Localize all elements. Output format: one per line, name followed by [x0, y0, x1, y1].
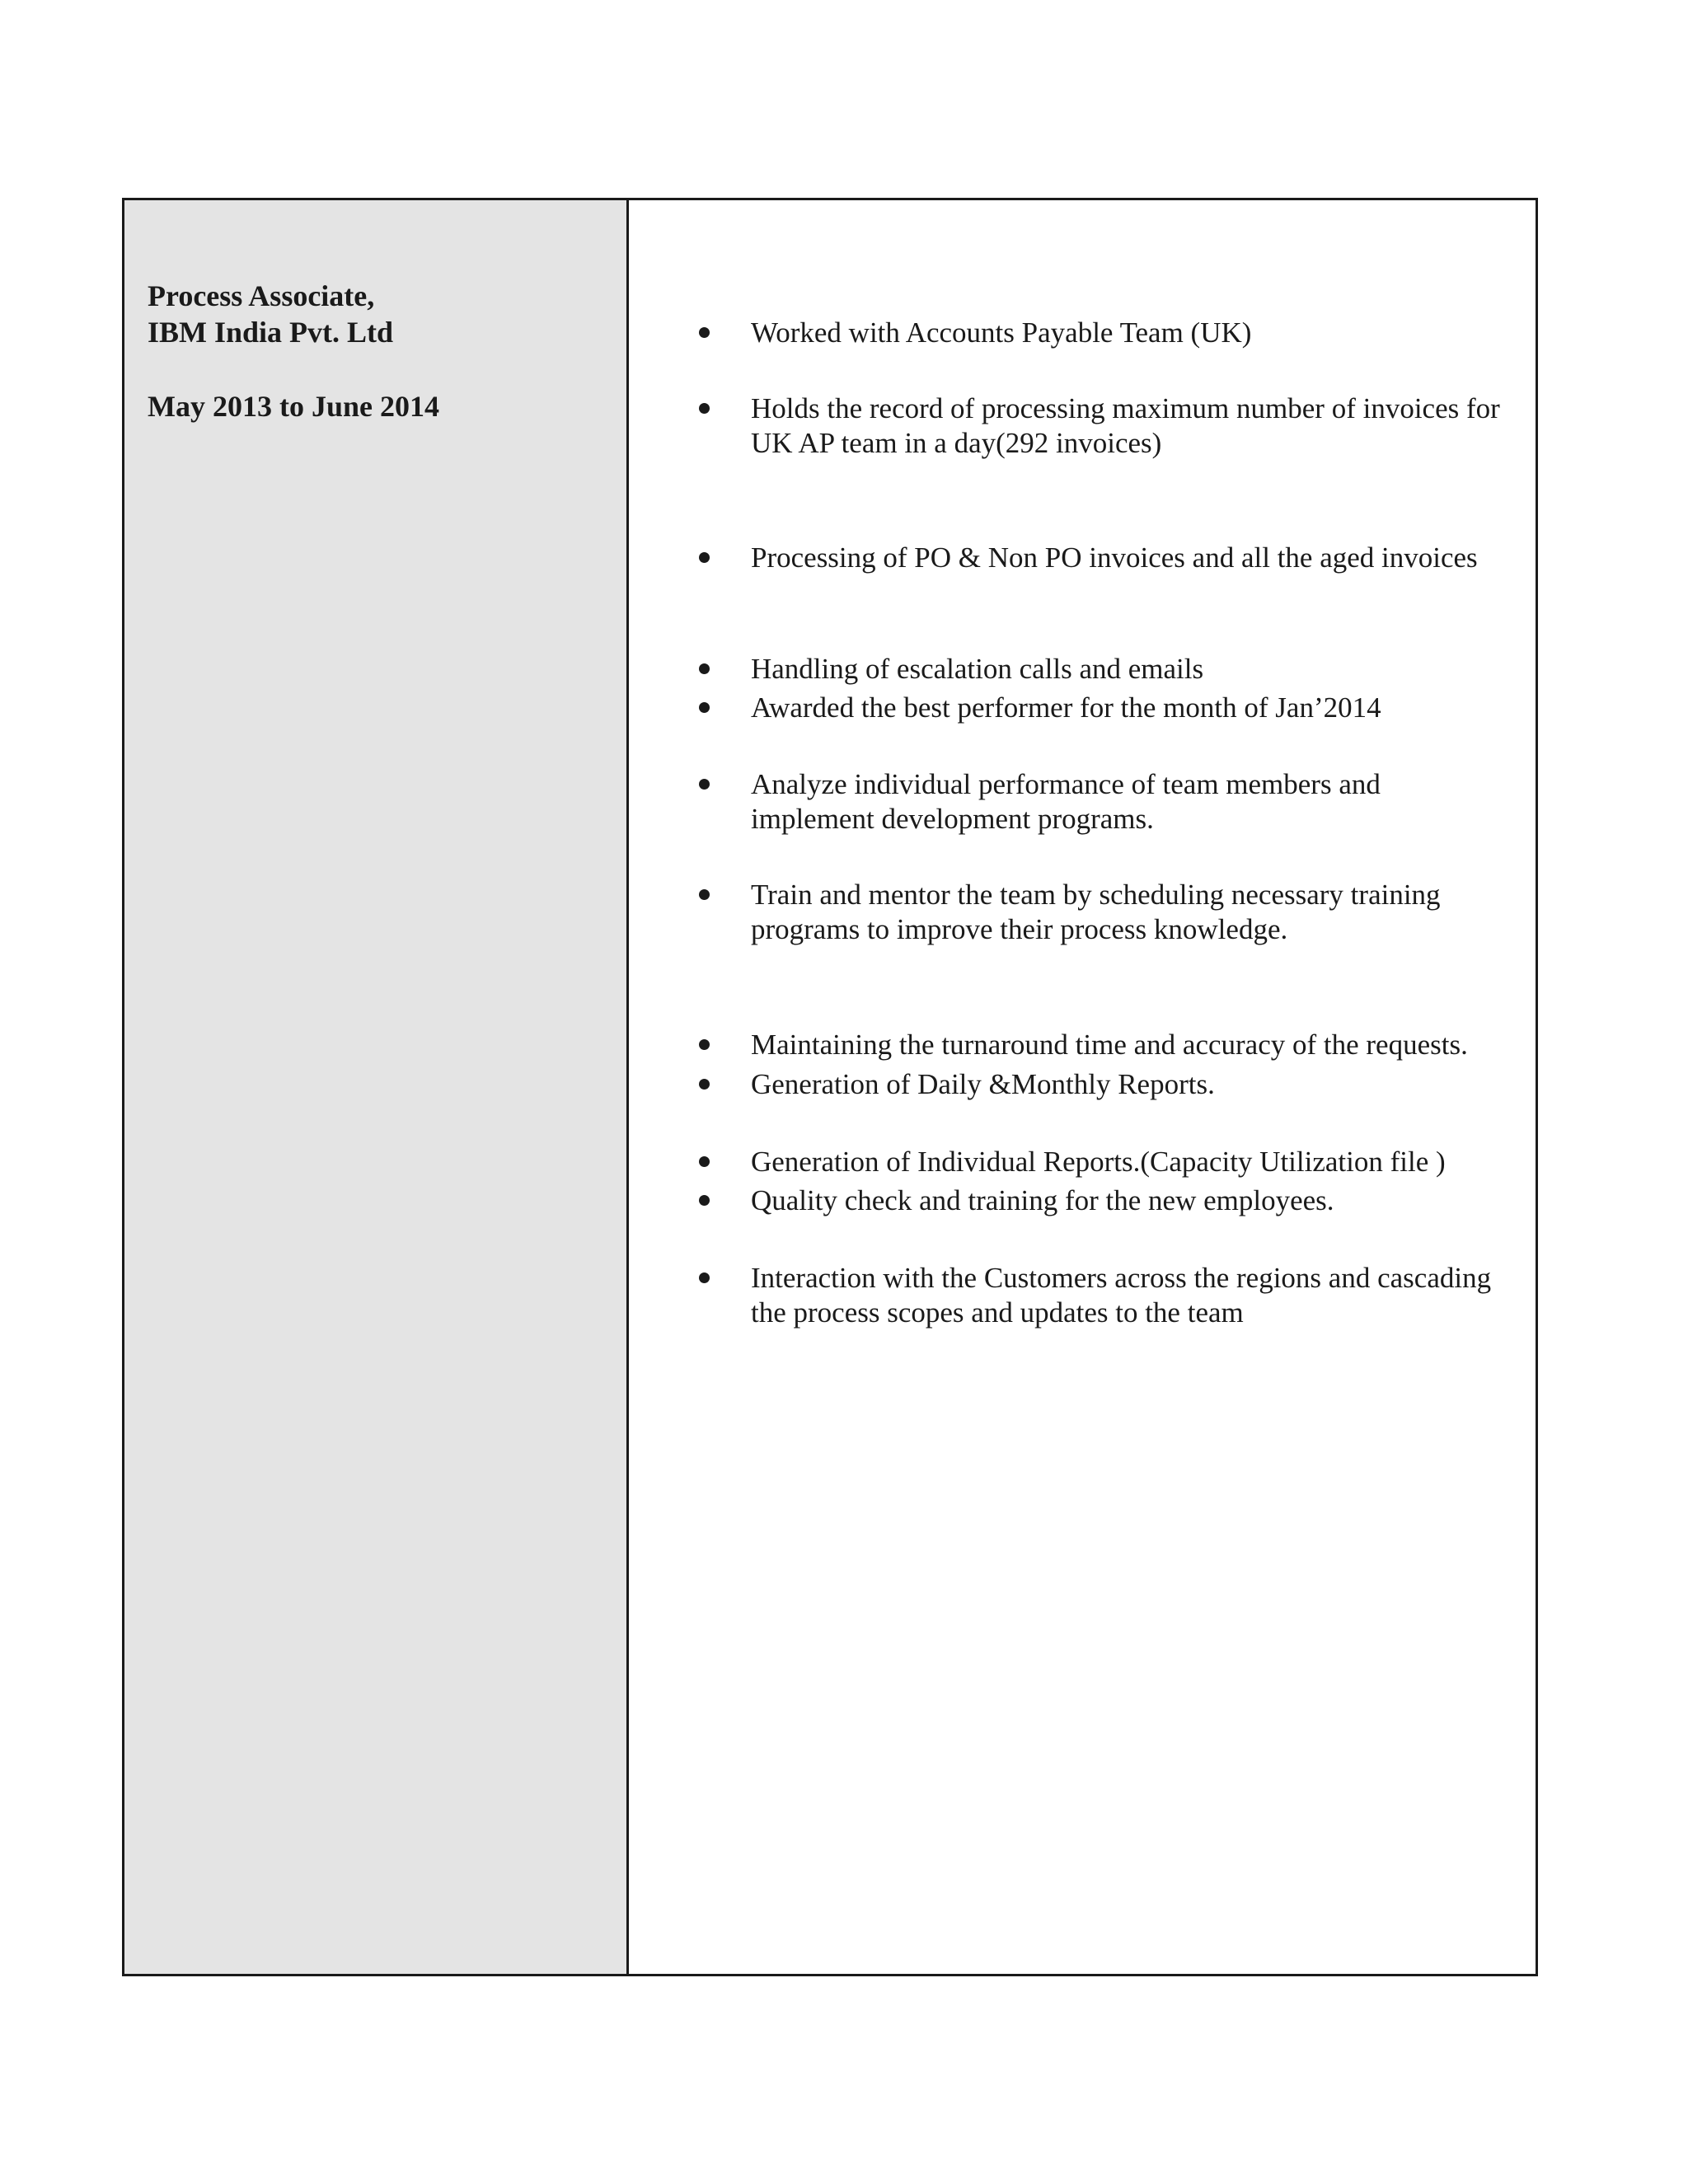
list-item-text: Quality check and training for the new employees. [751, 1184, 1334, 1216]
experience-summary-cell [124, 200, 629, 1974]
list-item-text: Generation of Individual Reports.(Capacity Utilization file ) [751, 1146, 1446, 1178]
bullet-icon [699, 1039, 710, 1050]
bullet-icon [699, 1079, 710, 1090]
list-item-text: Train and mentor the team by scheduling necessary training programs to improve their process knowledge. [751, 879, 1441, 945]
list-item-text: Handling of escalation calls and emails [751, 653, 1204, 685]
list-item-text: Processing of PO & Non PO invoices and all the aged invoices [751, 541, 1478, 574]
list-item-text: Worked with Accounts Payable Team (UK) [751, 316, 1252, 349]
bullet-icon [699, 702, 710, 713]
company-name: IBM India Pvt. Ltd [148, 316, 394, 349]
bullet-icon [699, 552, 710, 563]
job-title: Process Associate, [148, 279, 375, 312]
list-item-text: Generation of Daily &Monthly Reports. [751, 1068, 1215, 1100]
list-item-text: Interaction with the Customers across the regions and cascading the process scopes and updates to the team [751, 1262, 1492, 1329]
bullet-icon [699, 779, 710, 790]
bullet-icon [699, 1195, 710, 1206]
bullet-icon [699, 403, 710, 414]
responsibilities-cell [629, 200, 1536, 1974]
bullet-icon [699, 327, 710, 338]
bullet-icon [699, 889, 710, 900]
bullet-icon [699, 1272, 710, 1283]
experience-table [122, 198, 1538, 1976]
employment-duration: May 2013 to June 2014 [148, 390, 439, 423]
list-item-text: Maintaining the turnaround time and accuracy of the requests. [751, 1029, 1468, 1061]
bullet-icon [699, 1156, 710, 1167]
list-item-text: Awarded the best performer for the month of Jan’2014 [751, 691, 1381, 724]
list-item-text: Holds the record of processing maximum number of invoices for UK AP team in a day(292 invoices) [751, 392, 1500, 459]
list-item-text: Analyze individual performance of team members and implement development programs. [751, 768, 1381, 835]
bullet-icon [699, 663, 710, 674]
